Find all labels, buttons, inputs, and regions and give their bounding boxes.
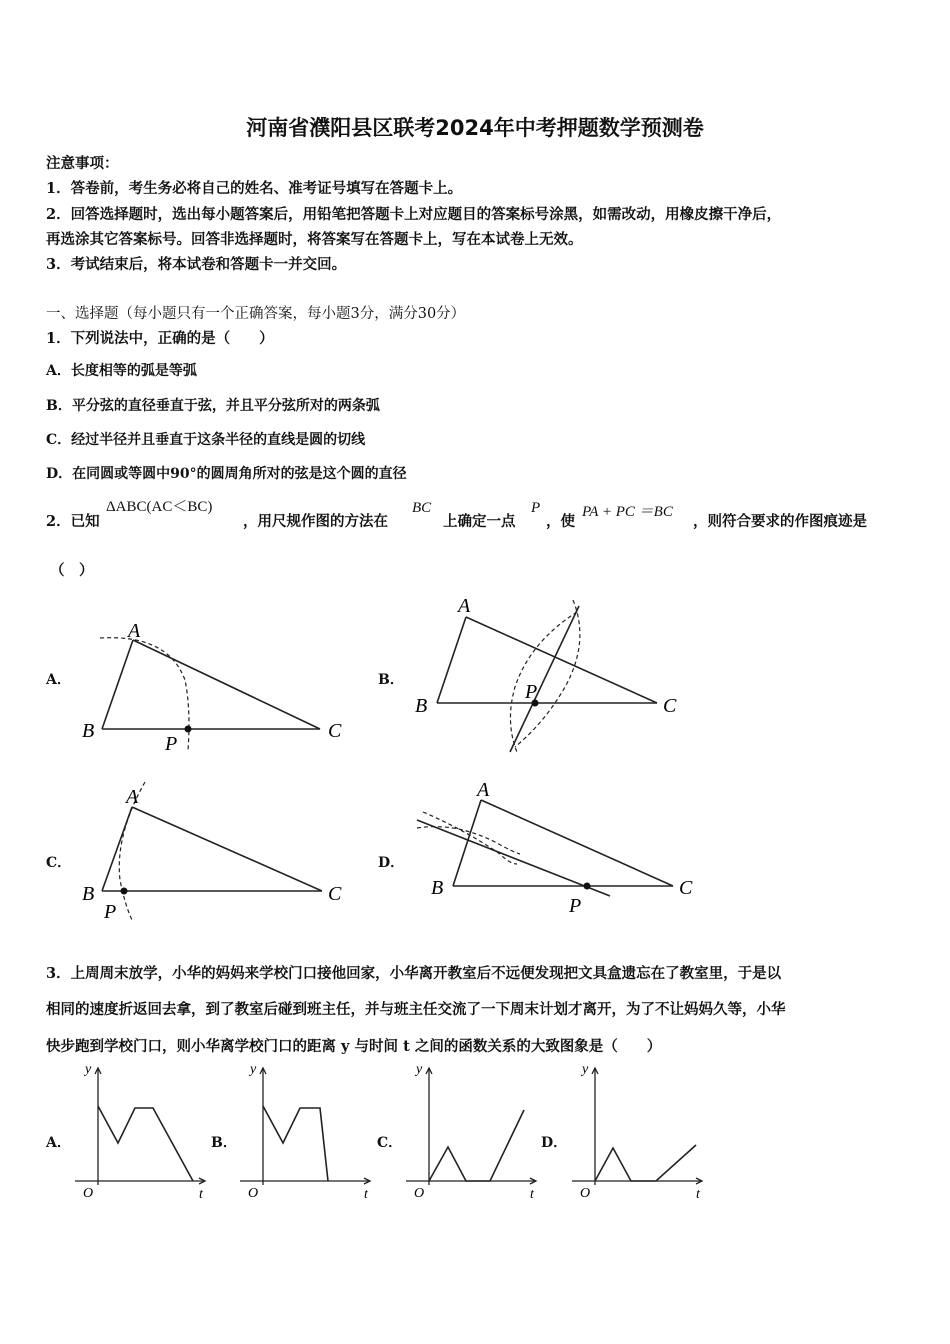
q1-stem: 1．下列说法中，正确的是（ ） [46, 330, 274, 347]
vertex-c-label: C [679, 877, 693, 899]
q3-option-d-label: D． [541, 1135, 568, 1151]
q1-option-d: D．在同圆或等圆中90°的圆周角所对的弦是这个圆的直径 [46, 466, 407, 482]
point-p-label: P [165, 733, 178, 755]
origin-label: O [580, 1186, 591, 1201]
q2-text-4: ，使 [546, 513, 575, 530]
vertex-b-label: B [82, 720, 95, 742]
y-axis-label: y [250, 1062, 257, 1077]
q2-option-a-label: A． [46, 672, 71, 688]
q2-text-2: ，用尺规作图的方法在 [243, 513, 388, 530]
vertex-a-label: A [458, 595, 471, 617]
origin-label: O [248, 1186, 259, 1201]
t-axis-label: t [696, 1187, 700, 1202]
point-p-label: P [525, 681, 538, 703]
q3-graph-d [572, 1060, 707, 1205]
page-title: 河南省濮阳县区联考2024年中考押题数学预测卷 [246, 116, 704, 140]
q3-option-c-label: C． [377, 1135, 403, 1151]
q2-answer-paren: （ ） [50, 562, 94, 579]
q2-math-equation: PA + PC ＝BC [582, 504, 673, 520]
t-axis-label: t [364, 1187, 368, 1202]
vertex-a-label: A [477, 779, 490, 801]
vertex-a-label: A [128, 620, 141, 642]
section-heading: 一、选择题（每小题只有一个正确答案，每小题3分，满分30分） [46, 306, 466, 322]
q2-option-c-label: C． [46, 855, 72, 871]
vertex-c-label: C [328, 883, 342, 905]
q2-math-triangle: ΔABC(AC＜BC) [106, 499, 213, 515]
vertex-c-label: C [328, 720, 342, 742]
q2-math-bc: BC [412, 500, 432, 516]
notice-item-3: 3．考试结束后，将本试卷和答题卡一并交回。 [46, 256, 347, 273]
q2-figure-a [70, 610, 360, 760]
q1-option-c: C．经过半径并且垂直于这条半径的直线是圆的切线 [46, 432, 366, 448]
vertex-b-label: B [431, 877, 444, 899]
notice-heading: 注意事项： [46, 155, 119, 172]
q2-text-5: ，则符合要求的作图痕迹是 [693, 513, 867, 530]
y-axis-label: y [85, 1062, 92, 1077]
q2-text-1: 2．已知 [46, 513, 100, 530]
q3-option-b-label: B． [211, 1135, 237, 1151]
vertex-b-label: B [82, 883, 95, 905]
q2-figure-d [405, 772, 705, 922]
vertex-a-label: A [126, 786, 139, 808]
q2-text-3: 上确定一点 [443, 513, 516, 530]
q3-line-2: 相同的速度折返回去拿，到了教室后碰到班主任，并与班主任交流了一下周末计划才离开，为了不让妈妈久等，小华 [46, 1001, 786, 1018]
notice-item-2: 2．回答选择题时，选出每小题答案后，用铅笔把答题卡上对应题目的答案标号涂黑，如需改动，用橡皮擦干净后， [46, 206, 782, 223]
q3-graph-b [240, 1060, 375, 1205]
t-axis-label: t [530, 1187, 534, 1202]
q2-figure-c [70, 780, 360, 925]
q2-option-d-label: D． [378, 855, 405, 871]
q1-option-a: A．长度相等的弧是等弧 [46, 363, 197, 379]
point-p-label: P [569, 895, 582, 917]
vertex-b-label: B [415, 695, 428, 717]
q2-math-p: P [531, 500, 541, 516]
point-p-label: P [104, 901, 117, 923]
q3-graph-a [75, 1060, 210, 1205]
q1-option-b: B．平分弦的直径垂直于弦，并且平分弦所对的两条弧 [46, 398, 380, 414]
y-axis-label: y [416, 1062, 423, 1077]
q3-option-a-label: A． [46, 1135, 71, 1151]
q3-graph-c [406, 1060, 541, 1205]
q2-option-b-label: B． [378, 672, 404, 688]
origin-label: O [414, 1186, 425, 1201]
origin-label: O [83, 1186, 94, 1201]
q3-line-1: 3．上周周末放学，小华的妈妈来学校门口接他回家，小华离开教室后不远便发现把文具盒遗忘在了教室里，于是以 [46, 965, 782, 982]
vertex-c-label: C [663, 695, 677, 717]
notice-item-1: 1．答卷前，考生务必将自己的姓名、准考证号填写在答题卡上。 [46, 180, 463, 197]
t-axis-label: t [199, 1187, 203, 1202]
y-axis-label: y [582, 1062, 589, 1077]
q2-figure-b [405, 592, 695, 757]
notice-item-2-cont: 再选涂其它答案标号。回答非选择题时，将答案写在答题卡上，写在本试卷上无效。 [46, 231, 583, 248]
q3-line-3: 快步跑到学校门口，则小华离学校门口的距离 y 与时间 t 之间的函数关系的大致图象是（ ） [46, 1038, 662, 1055]
